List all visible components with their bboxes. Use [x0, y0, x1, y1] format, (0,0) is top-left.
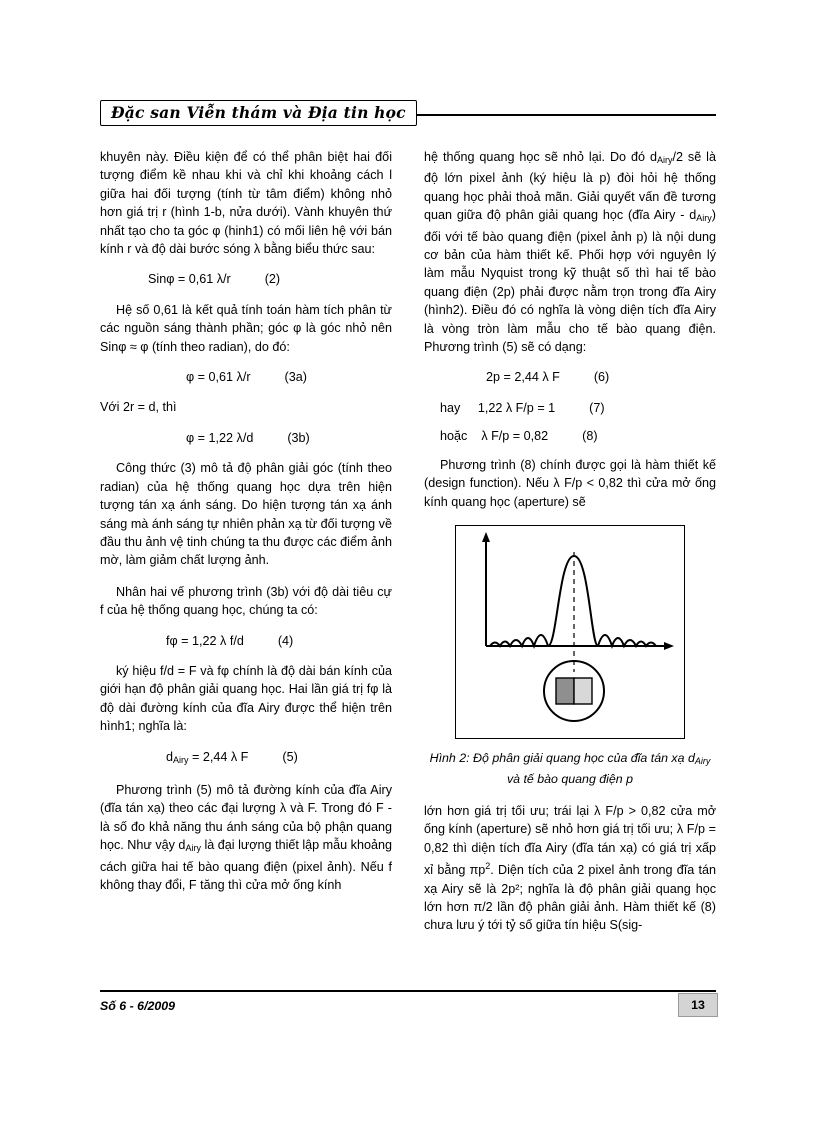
paragraph-l7-subscript: Airy: [185, 843, 201, 854]
equation-4-body: fφ = 1,22 λ f/d: [166, 633, 244, 648]
paragraph-l7: [100, 781, 392, 894]
figure-2-caption-part-a: Hình 2: Độ phân giải quang học của đĩa tán xạ d: [429, 750, 695, 765]
figure-2-caption-subscript: Airy: [694, 755, 711, 766]
page-number-badge: [678, 993, 718, 1017]
equation-3b-body: φ = 1,22 λ/d: [186, 430, 254, 445]
equation-8-label: hoặc: [440, 429, 468, 444]
equation-4: [100, 632, 392, 650]
equation-7: [424, 399, 716, 417]
paragraph-l4: Công thức (3) mô tả độ phân giải góc (tính theo radian) của hệ thống quang học dựa trên hiện tượng tán xạ ánh sáng. Do hiện tượng tán xạ ánh sáng mà ánh sáng tự nhiên phản xạ từ đối tượng về đầu thu ảnh vệ tinh chúng ta thu được các điểm ảnh mờ, làm giảm chất lượng ảnh.: [100, 461, 392, 568]
equation-5: [100, 748, 392, 769]
paragraph-l7-part-a: Phương trình (5) mô tả đường kính của đĩa Airy (đĩa tán xạ) theo các đại lượng λ và F. Trong đó F - là số đo khả năng thu ánh sáng của bộ phận quang học. Như vậy d: [100, 782, 392, 853]
paragraph-r3-superscript: 2: [485, 861, 491, 872]
page-header: [100, 100, 716, 130]
airy-disk-diagram-icon: [456, 526, 684, 738]
equation-2-number: (2): [264, 272, 281, 287]
paragraph-r3-part-a: lớn hơn giá trị tối ưu; trái lại λ F/p > 0,82 cửa mở ống kính (aperture) sẽ nhỏ hơn giá trị tối ưu; λ F/p = 0,82 thì diện tích đĩa Airy (đĩa tán xạ) có giá trị xấp xỉ bằng πp: [424, 803, 716, 878]
equation-6: [424, 368, 716, 386]
equation-3b: [100, 429, 392, 447]
equation-7-label: hay: [440, 400, 461, 415]
equation-5-rest: = 2,44 λ F: [188, 749, 249, 764]
equation-8-row: [440, 427, 548, 445]
equation-5-symbol: d: [166, 749, 174, 764]
equation-7-number: (7): [589, 400, 605, 415]
paragraph-r1-part-c: ) đối với tế bào quang điện (pixel ảnh p) là nội dung cơ bản của hàm thiết kế. Phối hợp với nguyên lý làm mẫu Nyquist trong kỹ thuật số thì hai tế bào quang điện (2p) phải được nằm trọn trong đĩa Airy (hình2). Điều đó có nghĩa là vòng diện tích đĩa Airy là vòng tròn làm mẫu cho tế bào quang điện. Phương trình (5) sẽ có dạng:: [424, 208, 716, 355]
equation-2: [100, 270, 392, 288]
equation-2-body: Sinφ = 0,61 λ/r: [148, 272, 231, 287]
equation-5-body: [166, 748, 248, 769]
equation-5-subscript: Airy: [173, 754, 189, 765]
paragraph-r1-part-a: hệ thống quang học sẽ nhỏ lại. Do đó d: [424, 150, 657, 164]
equation-7-row: [440, 399, 555, 417]
paragraph-l5: Nhân hai vế phương trình (3b) với độ dài tiêu cự f của hệ thống quang học, chúng ta có:: [100, 584, 392, 618]
journal-title: Đặc san Viễn thám và Địa tin học: [100, 100, 417, 126]
figure-2-caption-part-b: và tế bào quang điện p: [506, 771, 634, 786]
paragraph-r3-part-b: . Diện tích của 2 pixel ảnh trong đĩa tán xạ Airy sẽ là 2p²; nghĩa là độ phân giải quang học lớn hơn π/2 lần độ phân giải ảnh. Hàm thiết kế (8) chưa lưu ý tới tỷ số giữa tín hiệu S(sig-: [424, 863, 716, 933]
paragraph-l6: ký hiệu f/d = F và fφ chính là độ dài bán kính của giới hạn độ phân giải quang học. Hai lần giá trị fφ là độ dài đường kính của đĩa Airy được thể hiện trên hình1; nghĩa là:: [100, 663, 392, 734]
figure-2-frame: [455, 525, 685, 739]
equation-6-body: 2p = 2,44 λ F: [486, 370, 560, 385]
paragraph-r1-subscript-1: Airy: [656, 155, 673, 165]
paragraph-r1: [424, 148, 716, 356]
page-number: 13: [691, 998, 705, 1012]
paragraph-r3: [424, 802, 716, 935]
right-column: [424, 148, 716, 935]
paragraph-l2: Hệ số 0,61 là kết quả tính toán hàm tích phân từ các nguồn sáng thành phần; góc φ là góc nhỏ nên Sinφ ≈ φ (tính theo radian), do đó:: [100, 302, 392, 354]
equation-3a: [100, 368, 392, 386]
paragraph-r1-subscript-2: Airy: [696, 213, 712, 224]
footer-issue: Số 6 - 6/2009: [100, 999, 176, 1013]
left-column: [100, 148, 392, 894]
equation-7-body: 1,22 λ F/p = 1: [477, 400, 556, 415]
figure-2-caption: [424, 749, 716, 788]
equation-8-body: λ F/p = 0,82: [481, 429, 549, 444]
paragraph-l1: khuyên này. Điều kiện để có thể phân biệt hai đối tượng điểm kề nhau khi và chỉ khi khoảng cách l giữa hai đối tượng (tính từ tâm điểm) không nhỏ hơn giá trị r (hình 1-b, nửa dưới). Vành khuyên thứ nhất tạo cho ta góc φ (hinh1) có mối liên hệ với bán kính r và độ dài bước sóng λ bằng biểu thức sau:: [100, 150, 392, 257]
equation-3a-body: φ = 0,61 λ/r: [186, 370, 251, 385]
equation-8-number: (8): [582, 429, 598, 444]
figure-2: [424, 525, 716, 788]
equation-8: [424, 427, 716, 445]
equation-3a-number: (3a): [284, 370, 307, 385]
paragraph-r1-part-b: /2 sẽ là độ lớn pixel ảnh (ký hiệu là p) đòi hỏi hệ thống quang học phải thoả mãn. Giải quyết vấn đề tương quan giữa độ phân giải quang học (đĩa Airy - d: [424, 150, 716, 223]
paragraph-l7-part-b: là đại lượng thiết lập mẫu khoảng cách giữa hai tế bào quang điện (pixel ảnh). Nếu f không thay đổi, F tăng thì cửa mở ống kính: [100, 838, 392, 892]
paragraph-l3: Với 2r = d, thì: [100, 400, 177, 415]
equation-5-number: (5): [282, 749, 298, 764]
footer-divider: [100, 990, 716, 992]
equation-4-number: (4): [277, 633, 294, 648]
equation-3b-number: (3b): [287, 430, 310, 445]
paragraph-r2: Phương trình (8) chính được gọi là hàm thiết kế (design function). Nếu λ F/p < 0,82 thì cửa mở ống kính quang học (aperture) sẽ: [424, 457, 716, 509]
equation-6-number: (6): [593, 370, 610, 385]
